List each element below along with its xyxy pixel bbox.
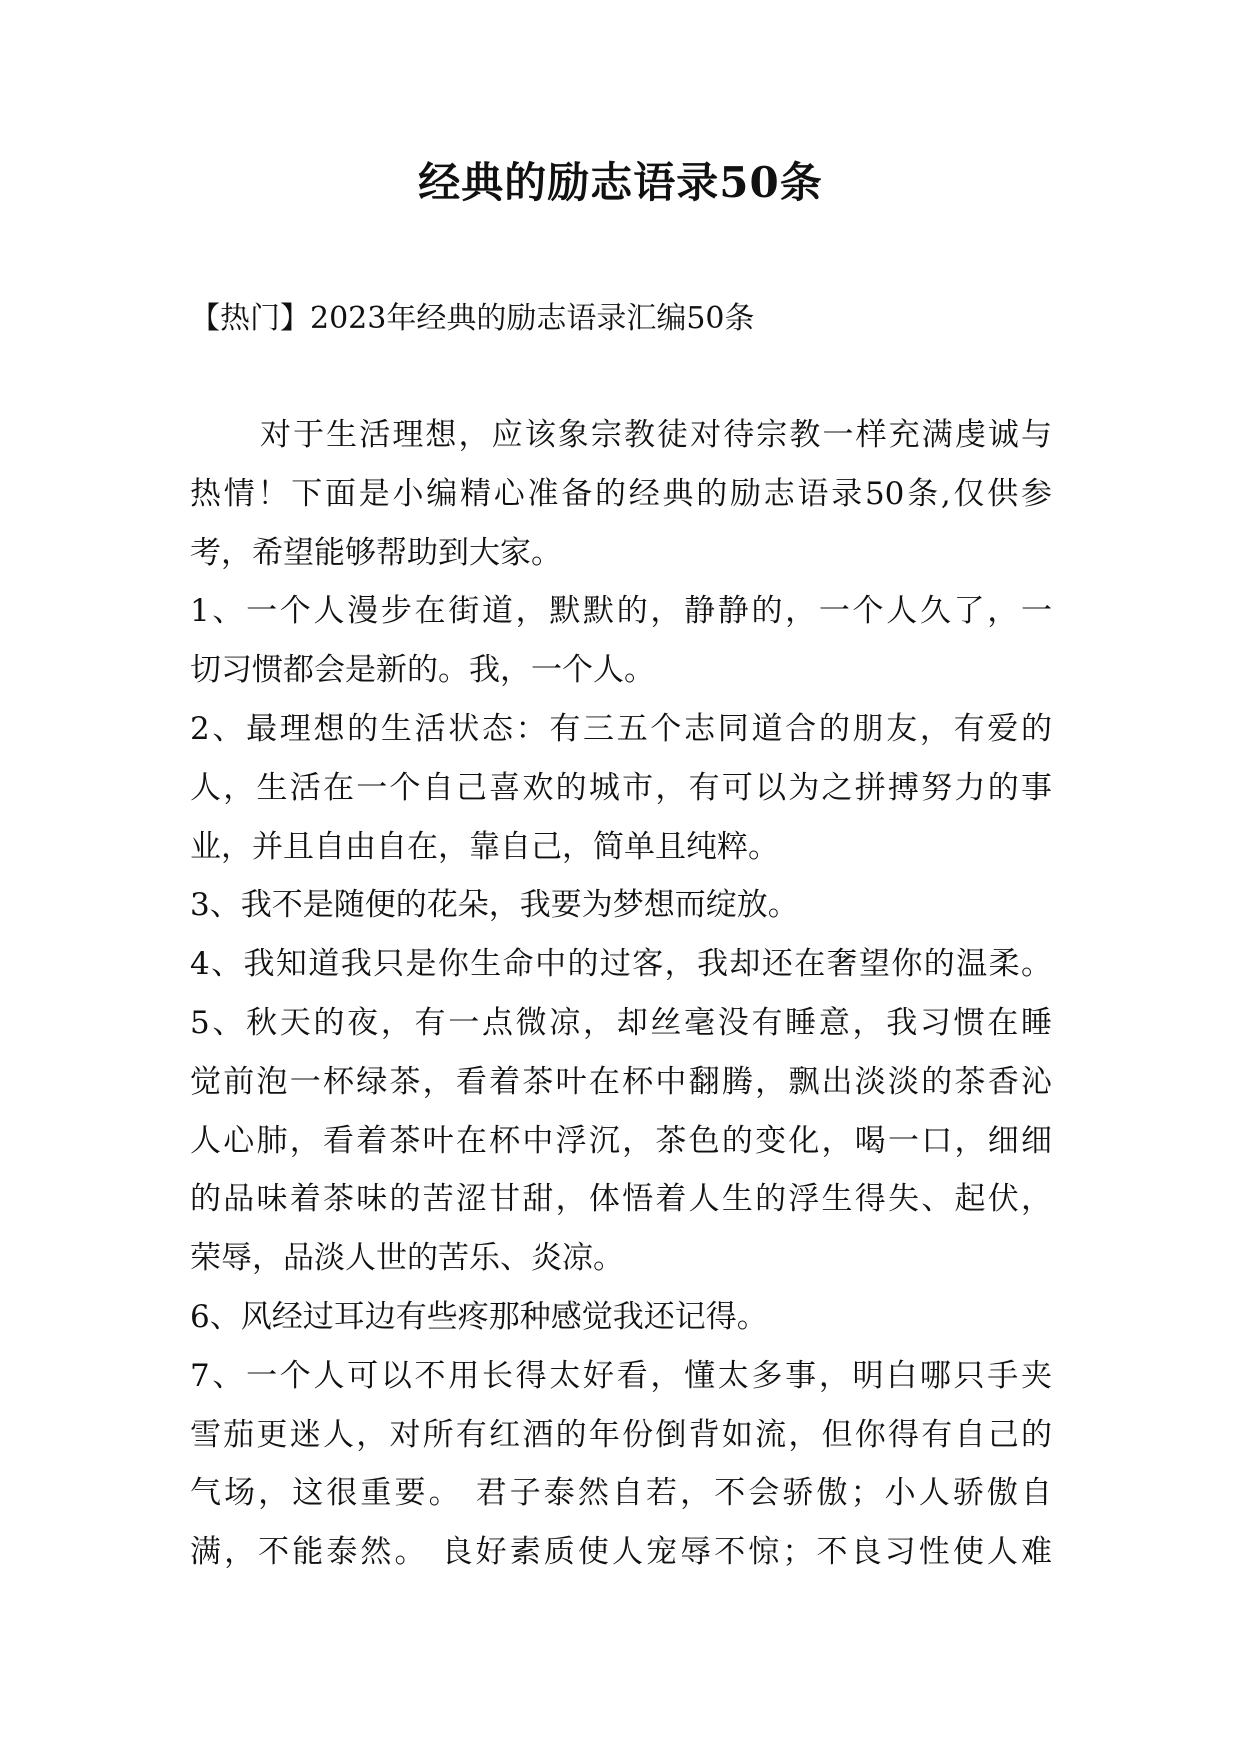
body-line: 7、一个人可以不用长得太好看，懂太多事，明白哪只手夹 bbox=[190, 1357, 1052, 1394]
body-line: 考，希望能够帮助到大家。 bbox=[190, 534, 562, 571]
intro-paragraph bbox=[190, 406, 1052, 582]
body-line: 雪茄更迷人，对所有红酒的年份倒背如流，但你得有自己的 bbox=[190, 1416, 1052, 1453]
document-subtitle: 【热门】2023年经典的励志语录汇编50条 bbox=[190, 301, 755, 336]
document-title: 经典的励志语录50条 bbox=[418, 158, 823, 207]
list-item bbox=[190, 876, 1052, 935]
body-line: 切习惯都会是新的。我，一个人。 bbox=[190, 652, 655, 689]
body-line: 满，不能泰然。 良好素质使人宠辱不惊；不良习性使人难 bbox=[190, 1534, 1052, 1571]
body-line: 4、我知道我只是你生命中的过客，我却还在奢望你的温柔。 bbox=[190, 946, 1052, 983]
list-item bbox=[190, 582, 1052, 700]
list-item bbox=[190, 935, 1052, 994]
body-line: 3、我不是随便的花朵，我要为梦想而绽放。 bbox=[190, 887, 799, 924]
body-line: 的品味着茶味的苦涩甘甜，体悟着人生的浮生得失、起伏， bbox=[190, 1181, 1052, 1218]
body-line: 2、最理想的生活状态：有三五个志同道合的朋友，有爱的 bbox=[190, 710, 1052, 747]
list-item bbox=[190, 994, 1052, 1288]
list-item bbox=[190, 700, 1052, 876]
body-line: 热情！下面是小编精心准备的经典的励志语录50条,仅供参 bbox=[190, 475, 1052, 512]
body-line: 觉前泡一杯绿茶，看着茶叶在杯中翻腾，飘出淡淡的茶香沁 bbox=[190, 1063, 1052, 1100]
body-line: 6、风经过耳边有些疼那种感觉我还记得。 bbox=[190, 1298, 768, 1335]
body-line: 气场，这很重要。 君子泰然自若，不会骄傲；小人骄傲自 bbox=[190, 1475, 1052, 1512]
body-line: 业，并且自由自在，靠自己，简单且纯粹。 bbox=[190, 828, 779, 865]
body-line: 荣辱，品淡人世的苦乐、炎凉。 bbox=[190, 1240, 624, 1277]
list-item bbox=[190, 1288, 1052, 1347]
body-line: 人心肺，看着茶叶在杯中浮沉，茶色的变化，喝一口，细细 bbox=[190, 1122, 1052, 1159]
body-line: 1、一个人漫步在街道，默默的，静静的，一个人久了，一 bbox=[190, 593, 1052, 630]
body-line: 人，生活在一个自己喜欢的城市，有可以为之拼搏努力的事 bbox=[190, 769, 1052, 806]
body-line: 对于生活理想，应该象宗教徒对待宗教一样充满虔诚与 bbox=[260, 417, 1052, 453]
list-item bbox=[190, 1347, 1052, 1582]
document-body bbox=[190, 406, 1052, 1582]
body-line: 5、秋天的夜，有一点微凉，却丝毫没有睡意，我习惯在睡 bbox=[190, 1004, 1052, 1041]
